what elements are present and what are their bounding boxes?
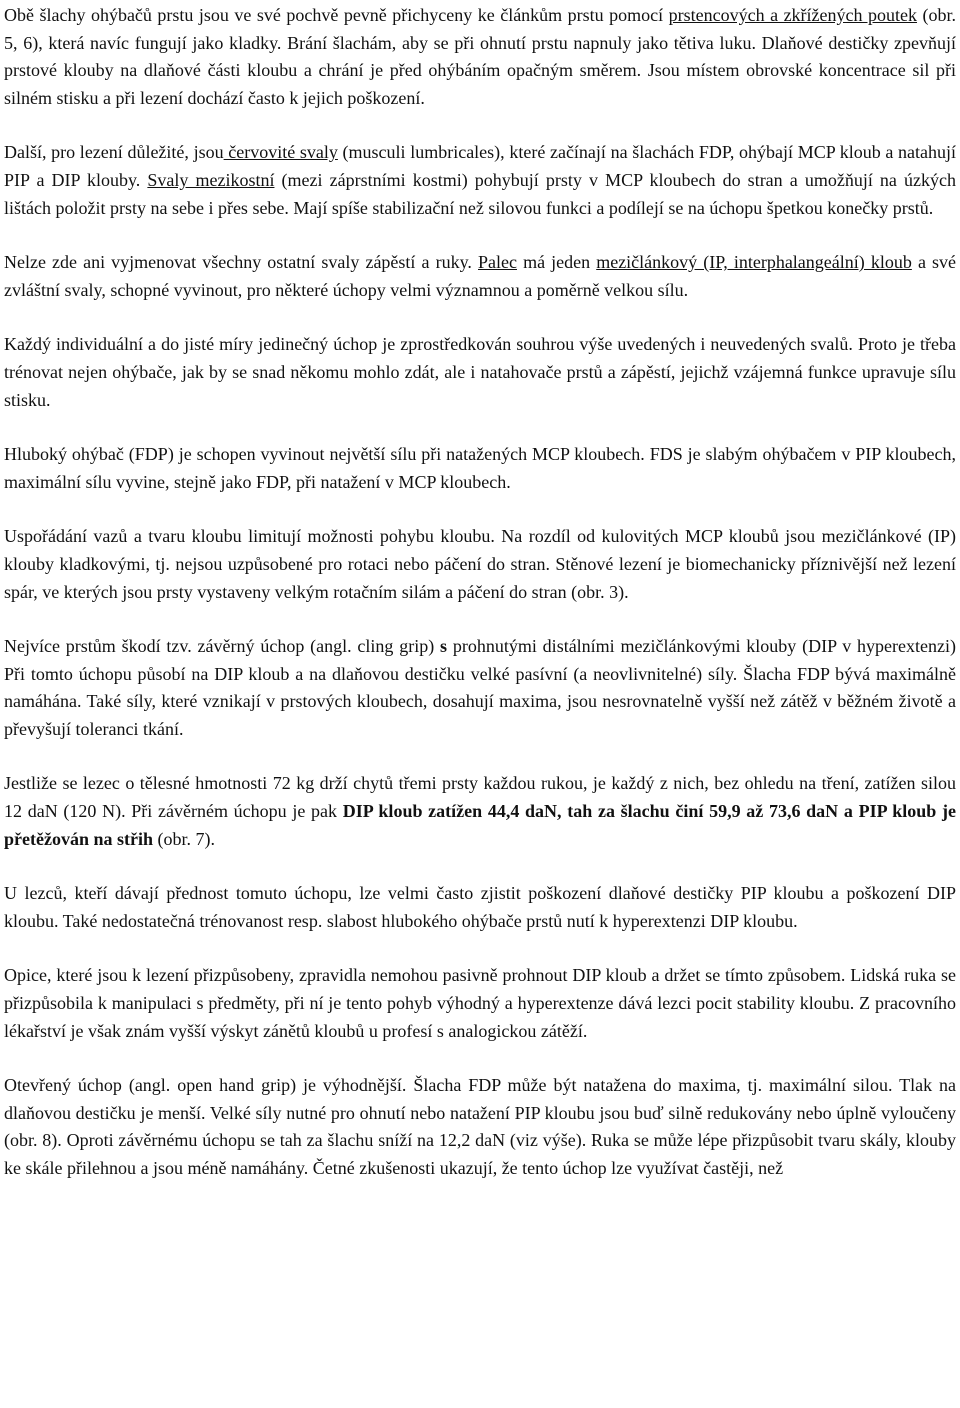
text-run: Nejvíce prstům škodí tzv. závěrný úchop (angl. cling grip) <box>4 636 441 657</box>
text-run: Hluboký ohýbač (FDP) je schopen vyvinout největší sílu při natažených MCP kloubech. FDS je slabým ohýbačem v PIP kloubech, maximální sílu vyvine, stejně jako FDP, při natažení v MCP kloubech. <box>4 444 956 492</box>
underlined-term: Svaly mezikostní <box>147 169 275 190</box>
text-run: Nelze zde ani vyjmenovat všechny ostatní svaly zápěstí a ruky. <box>4 252 478 273</box>
underlined-term: mezičlánkový (IP, interphalangeální) kloub <box>596 252 912 273</box>
paragraph <box>4 249 956 304</box>
paragraph <box>4 331 956 414</box>
text-run: (obr. 7). <box>152 828 215 849</box>
bold-text: DIP kloub zatížen 44,4 daN, tah za šlachu činí 59,9 až 73,6 daN a PIP kloub je přetěžován na střih <box>4 801 956 849</box>
text-run: prohnutými distálními mezičlánkovými klouby (DIP v hyperextenzi) Při tomto úchopu působí na DIP kloub a na dlaňovou destičku velké pasívní (a neovlivnitelné) síly. Šlacha FDP bývá maximálně namáhána. Také síly, které vznikají v prstových kloubech, dosahují maxima, jsou nesrovnatelně vyšší než zátěž v běžném životě a převyšují toleranci tkání. <box>4 636 956 739</box>
paragraph <box>4 523 956 606</box>
bold-text: s <box>440 636 448 657</box>
underlined-term: prstencových a zkřížených poutek <box>668 5 918 25</box>
text-run: Obě šlachy ohýbačů prstu jsou ve své pochvě pevně přichyceny ke článkům prstu pomocí <box>4 5 669 25</box>
text-run: (mezi záprstními kostmi) pohybují prsty v MCP kloubech do stran a umožňují na úzkých lištách položit prsty na sebe i přes sebe. Mají spíše stabilizační než silovou funkci a podílejí se na úchopu špetkou konečky prstů. <box>4 169 956 218</box>
underlined-term: červovité svaly <box>223 142 338 163</box>
paragraph <box>4 441 956 496</box>
text-run: Otevřený úchop (angl. open hand grip) je výhodnější. Šlacha FDP může být natažena do maxima, tj. maximální silou. Tlak na dlaňovou destičku je menší. Velké síly nutné pro ohnutí nebo natažení PIP kloubu jsou buď silně redukovány nebo úplně vyloučeny (obr. 8). Oproti závěrnému úchopu se tah za šlachu sníží na 12,2 daN (viz výše). Ruka se může lépe přizpůsobit tvaru skály, klouby ke skále přilehnou a jsou méně namáhány. Četné zkušenosti ukazují, že tento úchop lze využívat častěji, než <box>4 1075 956 1178</box>
paragraph <box>4 2 956 112</box>
paragraph <box>4 880 956 935</box>
paragraph <box>4 770 956 853</box>
text-run: má jeden <box>516 252 597 273</box>
text-run: (obr. 5, 6), která navíc fungují jako kladky. Brání šlachám, aby se při ohnutí prstu napnuly jako tětiva luku. Dlaňové destičky zpevňují prstové klouby na dlaňové části kloubu a chrání je před ohýbáním opačným směrem. Jsou místem obrovské koncentrace sil při silném stisku a při lezení dochází často k jejich poškození. <box>4 5 956 108</box>
text-run: Uspořádání vazů a tvaru kloubu limitují možnosti pohybu kloubu. Na rozdíl od kulovitých MCP kloubů jsou mezičlánkové (IP) klouby kladkovými, tj. nejsou uzpůsobené pro rotaci nebo páčení do stran. Stěnové lezení je biomechanicky příznivější než lezení spár, ve kterých jsou prsty vystaveny velkým rotačním silám a páčení do stran (obr. 3). <box>4 526 956 602</box>
text-run: Další, pro lezení důležité, jsou <box>4 142 224 163</box>
underlined-term: Palec <box>478 252 517 273</box>
text-run: Opice, které jsou k lezení přizpůsobeny, zpravidla nemohou pasivně prohnout DIP kloub a držet se tímto způsobem. Lidská ruka se přizpůsobila k manipulaci s předměty, při ní je tento pohyb výhodný a hyperextenze dává lezci pocit stability kloubu. Z pracovního lékařství je však znám vyšší výskyt zánětů kloubů u profesí s analogickou zátěží. <box>4 965 956 1041</box>
text-run: U lezců, kteří dávají přednost tomuto úchopu, lze velmi často zjistit poškození dlaňové destičky PIP kloubu a poškození DIP kloubu. Také nedostatečná trénovanost resp. slabost hlubokého ohýbače prstů nutí k hyperextenzi DIP kloubu. <box>4 883 956 931</box>
paragraph <box>4 633 956 743</box>
paragraph <box>4 1072 956 1182</box>
paragraph <box>4 962 956 1045</box>
text-run: (musculi lumbricales), které začínají na šlachách FDP, ohýbají MCP kloub a natahují PIP a DIP klouby. <box>4 142 957 190</box>
paragraph <box>4 139 956 222</box>
text-run: Každý individuální a do jisté míry jedinečný úchop je zprostředkován souhrou výše uvedených i neuvedených svalů. Proto je třeba trénovat nejen ohýbače, jak by se snad někomu mohlo zdát, ale i natahovače prstů a zápěstí, jejichž vzájemná funkce upravuje sílu stisku. <box>4 334 956 410</box>
text-run: a své zvláštní svaly, schopné vyvinout, pro některé úchopy velmi významnou a poměrně velkou sílu. <box>4 252 957 300</box>
text-run: Jestliže se lezec o tělesné hmotnosti 72 kg drží chytů třemi prsty každou rukou, je každý z nich, bez ohledu na tření, zatížen silou 12 daN (120 N). Při závěrném úchopu je pak <box>4 773 956 822</box>
